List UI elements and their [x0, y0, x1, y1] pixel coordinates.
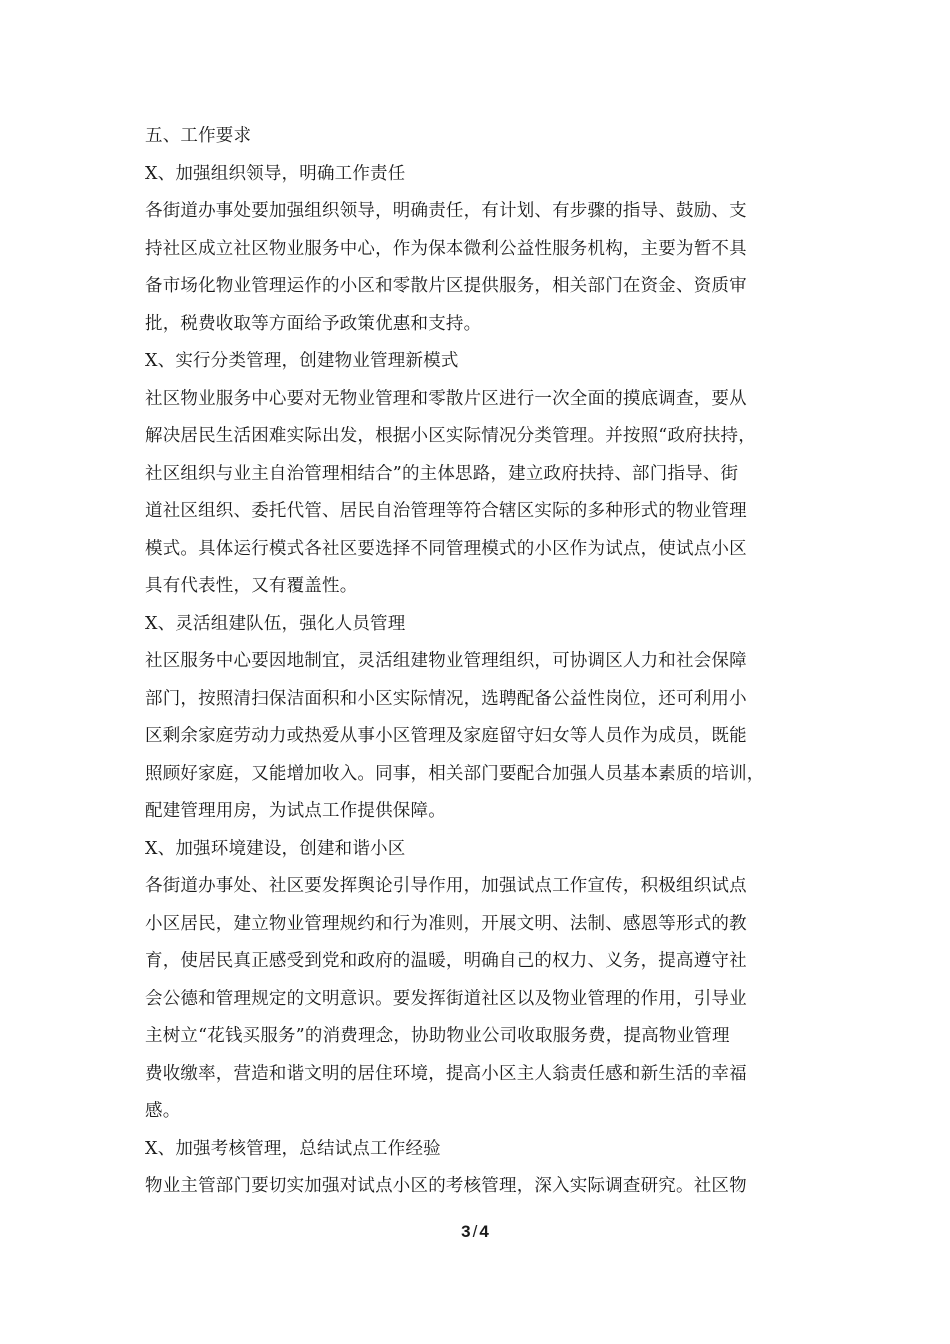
section-heading: 五、工作要求: [145, 126, 252, 146]
paragraph-line: 感。: [145, 1101, 181, 1121]
paragraph-line: 各街道办事处、社区要发挥舆论引导作用，加强试点工作宣传，积极组织试点: [145, 876, 747, 896]
paragraph-line: 区剩余家庭劳动力或热爱从事小区管理及家庭留守妇女等人员作为成员，既能: [145, 726, 747, 746]
paragraph-line: 部门，按照清扫保洁面积和小区实际情况，选聘配备公益性岗位，还可利用小: [145, 688, 747, 709]
paragraph-line: 各街道办事处要加强组织领导，明确责任，有计划、有步骤的指导、鼓励、支: [145, 201, 747, 221]
paragraph-line: 社区物业服务中心要对无物业管理和零散片区进行一次全面的摸底调查，要从: [145, 388, 747, 409]
paragraph-line: 照顾好家庭，又能增加收入。同事，相关部门要配合加强人员基本素质的培训，: [145, 763, 765, 784]
paragraph-line: 主树立“花钱买服务”的消费理念，协助物业公司收取服务费，提高物业管理: [145, 1026, 730, 1046]
paragraph-line: 物业主管部门要切实加强对试点小区的考核管理，深入实际调查研究。社区物: [145, 1176, 747, 1196]
paragraph-line: 社区组织与业主自治管理相结合”的主体思路，建立政府扶持、部门指导、街: [145, 463, 739, 484]
paragraph-line: 社区服务中心要因地制宜，灵活组建物业管理组织，可协调区人力和社会保障: [145, 651, 747, 671]
paragraph-line: 解决居民生活困难实际出发，根据小区实际情况分类管理。并按照“政府扶持，: [145, 426, 756, 446]
subsection-heading: X、加强环境建设，创建和谐小区: [145, 838, 406, 859]
current-page-number: 3: [461, 1222, 471, 1241]
paragraph-line: 模式。具体运行模式各社区要选择不同管理模式的小区作为试点，使试点小区: [145, 538, 747, 559]
paragraph-line: 费收缴率，营造和谐文明的居住环境，提高小区主人翁责任感和新生活的幸福: [145, 1063, 747, 1084]
paragraph-line: 会公德和管理规定的文明意识。要发挥街道社区以及物业管理的作用，引导业: [145, 988, 747, 1009]
subsection-heading: X、加强组织领导，明确工作责任: [145, 163, 406, 184]
paragraph-line: 批，税费收取等方面给予政策优惠和支持。: [145, 313, 482, 334]
total-page-count: 4: [479, 1222, 489, 1241]
document-body: [145, 118, 807, 1206]
paragraph-line: 具有代表性，又有覆盖性。: [145, 576, 358, 596]
paragraph-line: 持社区成立社区物业服务中心，作为保本微利公益性服务机构，主要为暂不具: [145, 238, 747, 259]
paragraph-line: 配建管理用房，为试点工作提供保障。: [145, 801, 446, 821]
paragraph-line: 小区居民，建立物业管理规约和行为准则，开展文明、法制、感恩等形式的教: [145, 913, 747, 934]
paragraph-line: 道社区组织、委托代管、居民自治管理等符合辖区实际的多种形式的物业管理: [145, 501, 747, 521]
subsection-heading: X、加强考核管理，总结试点工作经验: [145, 1138, 441, 1159]
paragraph-line: 育，使居民真正感受到党和政府的温暖，明确自己的权力、义务，提高遵守社: [145, 951, 747, 971]
paragraph-line: 备市场化物业管理运作的小区和零散片区提供服务，相关部门在资金、资质审: [145, 276, 747, 296]
page-separator: /: [472, 1222, 478, 1241]
subsection-heading: X、灵活组建队伍，强化人员管理: [145, 613, 406, 634]
subsection-heading: X、实行分类管理，创建物业管理新模式: [145, 351, 459, 371]
page-number: [0, 1222, 950, 1242]
